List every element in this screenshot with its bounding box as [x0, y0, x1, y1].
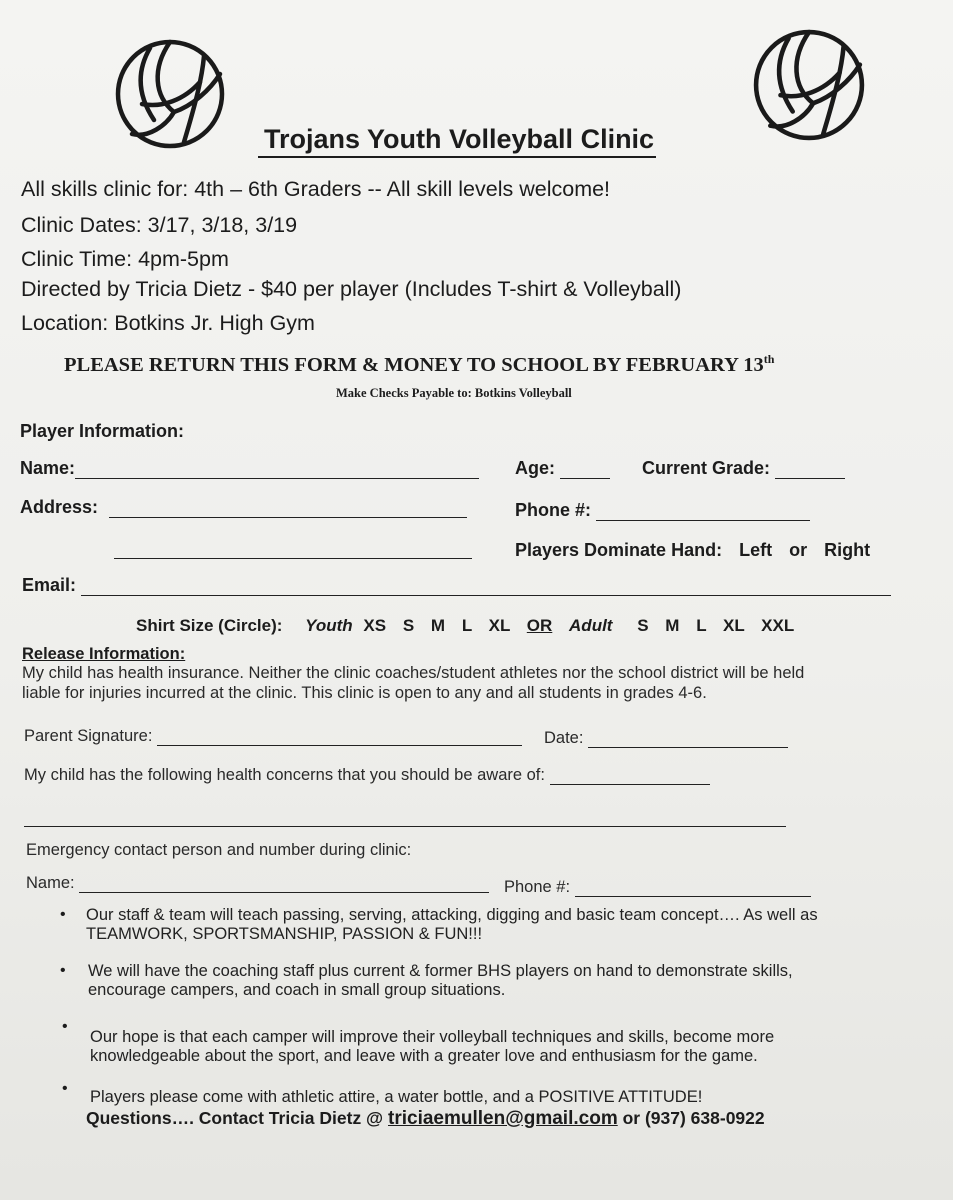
emergency-heading: Emergency contact person and number during clinic:	[26, 841, 412, 859]
hand-left-option[interactable]: Left	[739, 540, 773, 560]
director-line: Directed by Tricia Dietz - $40 per player (Includes T-shirt & Volleyball)	[21, 277, 682, 301]
grade-field[interactable]: Current Grade:	[642, 458, 845, 479]
emergency-phone-field[interactable]: Phone #:	[504, 878, 811, 897]
age-field[interactable]: Age:	[515, 458, 610, 479]
shirt-adult-l[interactable]: L	[696, 616, 707, 635]
time-line: Clinic Time: 4pm-5pm	[21, 247, 229, 271]
dominant-hand: Players Dominate Hand: Left or Right	[515, 540, 871, 560]
bullet-item: We will have the coaching staff plus current & former BHS players on hand to demonstrate skills, encourage campers, and coach in small group situations.	[88, 962, 793, 999]
page-title: Trojans Youth Volleyball Clinic	[258, 124, 656, 158]
emergency-name-field[interactable]: Name:	[26, 874, 489, 893]
shirt-adult-xl[interactable]: XL	[723, 616, 745, 635]
bullet-item: Players please come with athletic attire, a water bottle, and a POSITIVE ATTITUDE!	[90, 1088, 703, 1106]
bullet-item: Our hope is that each camper will improve their volleyball techniques and skills, become more knowledgeable about the sport, and leave with a greater love and enthusiasm for the game.	[90, 1028, 775, 1065]
return-notice: PLEASE RETURN THIS FORM & MONEY TO SCHOOL BY FEBRUARY 13th	[64, 352, 775, 376]
release-heading: Release Information:	[22, 645, 186, 663]
shirt-size-row: Shirt Size (Circle): Youth XS S M L XL OR Adult S M L XL XXL	[136, 616, 795, 635]
checks-note: Make Checks Payable to: Botkins Volleyball	[336, 386, 572, 400]
hand-right-option[interactable]: Right	[824, 540, 871, 560]
bullet-icon: •	[60, 962, 66, 979]
address-field[interactable]: Address:	[20, 497, 467, 518]
player-info-heading: Player Information:	[20, 421, 185, 441]
release-text-1: My child has health insurance. Neither the clinic coaches/student athletes nor the school district will be held	[22, 664, 805, 682]
bullet-icon: •	[62, 1018, 68, 1035]
shirt-youth-m[interactable]: M	[430, 616, 446, 635]
shirt-youth-s[interactable]: S	[402, 616, 415, 635]
contact-line: Questions…. Contact Tricia Dietz @ triciaemullen@gmail.com or (937) 638-0922	[86, 1108, 765, 1129]
address-line-2[interactable]	[114, 540, 472, 559]
bullet-icon: •	[62, 1080, 68, 1097]
health-concerns-field[interactable]: My child has the following health concerns that you should be aware of:	[24, 766, 710, 785]
volleyball-icon	[114, 38, 226, 150]
shirt-adult-xxl[interactable]: XXL	[761, 616, 795, 635]
shirt-youth-l[interactable]: L	[461, 616, 472, 635]
release-text-2: liable for injuries incurred at the clinic. This clinic is open to any and all students in grades 4-6.	[22, 684, 707, 702]
shirt-youth-xs[interactable]: XS	[363, 616, 387, 635]
shirt-adult-s[interactable]: S	[637, 616, 649, 635]
location-line: Location: Botkins Jr. High Gym	[21, 311, 315, 335]
contact-email-link[interactable]: triciaemullen@gmail.com	[388, 1108, 618, 1129]
parent-signature-field[interactable]: Parent Signature:	[24, 727, 522, 746]
signature-date-field[interactable]: Date:	[544, 729, 788, 748]
shirt-youth-xl[interactable]: XL	[488, 616, 511, 635]
phone-field[interactable]: Phone #:	[515, 500, 810, 521]
skills-line: All skills clinic for: 4th – 6th Graders -- All skill levels welcome!	[21, 177, 611, 201]
health-concerns-line-2[interactable]	[24, 808, 786, 827]
shirt-adult-m[interactable]: M	[665, 616, 680, 635]
bullet-icon: •	[60, 906, 66, 923]
email-field[interactable]: Email:	[22, 575, 891, 596]
bullet-item: Our staff & team will teach passing, serving, attacking, digging and basic team concept…. As well as TEAMWORK, SPORTSMANSHIP, PASSION & FUN!!!	[86, 906, 818, 943]
name-field[interactable]: Name:	[20, 458, 479, 479]
dates-line: Clinic Dates: 3/17, 3/18, 3/19	[21, 213, 298, 237]
volleyball-icon	[752, 28, 866, 142]
